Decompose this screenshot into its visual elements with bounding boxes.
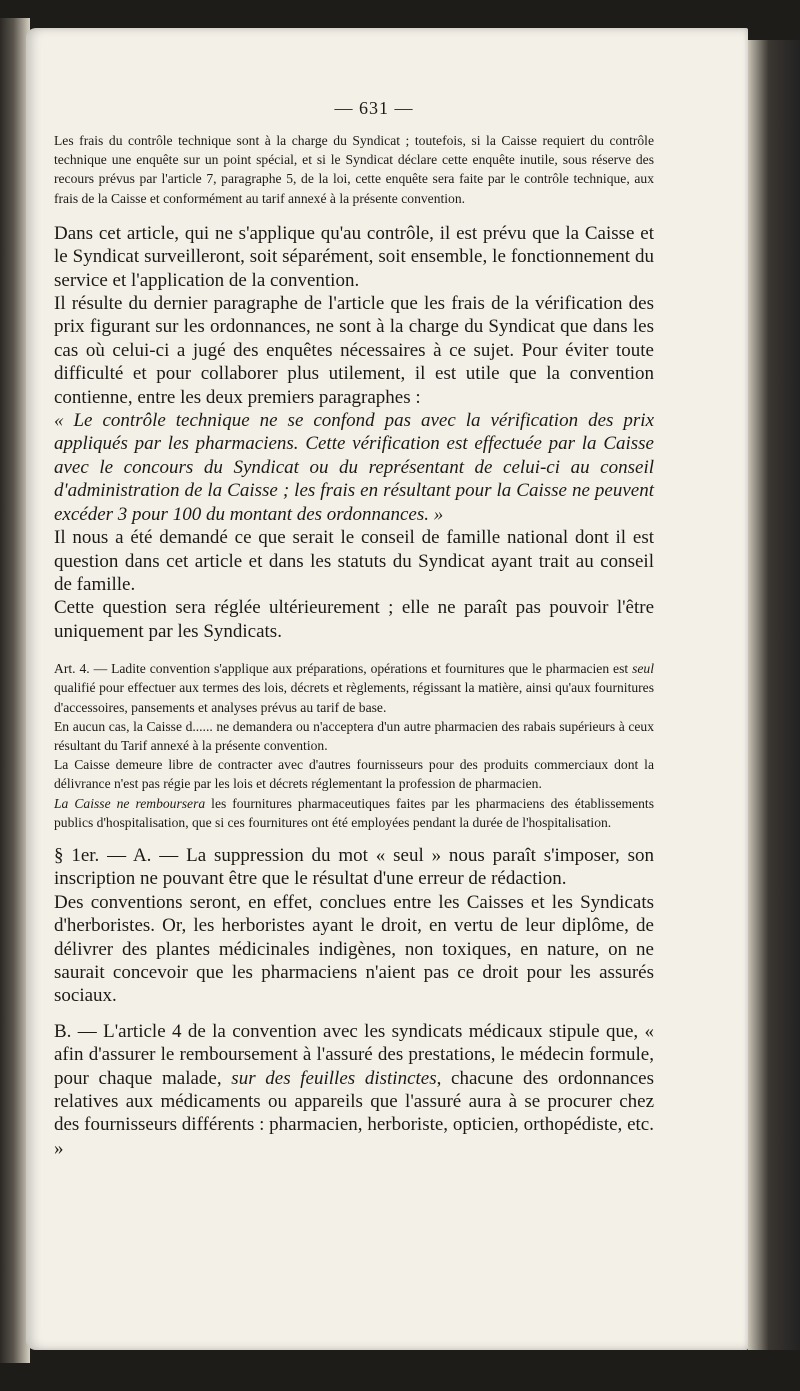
commentary-paragraph-2: Il résulte du dernier paragraphe de l'article que les frais de la vérification des prix figurant sur les ordonnances, ne sont à la charge du Syndicat que dans les cas où celui-ci a jugé des enquêtes nécessaires à ce sujet. Pour éviter toute difficulté et pour collaborer plus utilement, il est utile que la convention contienne, entre les deux premiers paragraphes :	[54, 293, 654, 408]
article-4-paragraph	[54, 659, 654, 717]
article-4-text-end: qualifié pour effectuer aux termes des lois, décrets et règlements, régissant la matière, ainsi qu'aux fournitures d'accessoires, pansements et analyses prévus au tarif de base.	[54, 680, 654, 715]
paragraph-7-start: B. — L'article 4 de la convention avec les syndicats médicaux stipule que, « afin d'assurer le remboursement à l'assuré des prestations, le médecin formule, pour chaque malade,	[54, 1020, 654, 1089]
article-4-paragraph-2: En aucun cas, la Caisse d...... ne demandera ou n'acceptera d'un autre pharmacien des rabais supérieurs à ceux résultant du Tarif annexé à la présente convention.	[54, 718, 654, 753]
quoted-article-paragraph: Les frais du contrôle technique sont à la charge du Syndicat ; toutefois, si la Caisse requiert du contrôle technique une enquête sur un point spécial, et si le Syndicat déclare cette enquête inutile, sous réserve des recours prévus par l'article 7, paragraphe 5, de la loi, cette enquête sera faite par le contrôle technique, aux frais de la Caisse et conformément au tarif annexé à la présente convention.	[54, 133, 654, 206]
commentary-paragraph-5: § 1er. — A. — La suppression du mot « seul » nous paraît s'imposer, son inscription ne pouvant être que le résultat d'une erreur de rédaction.	[54, 844, 654, 890]
article-4-label: Art. 4.	[54, 661, 90, 677]
article-4-text-start: — Ladite convention s'applique aux préparations, opérations et fournitures que le pharmacien est	[89, 661, 633, 677]
proposed-text-quote	[54, 409, 654, 526]
article-4-seul: seul	[632, 661, 654, 677]
article-4-paragraph-3: La Caisse demeure libre de contracter avec d'autres fournisseurs pour des produits commerciaux dont la délivrance n'est pas régie par les lois et décrets réglementant la profession de pharmacien.	[54, 757, 654, 792]
commentary-paragraph-3: Il nous a été demandé ce que serait le conseil de famille national dont il est question dans cet article et dans les statuts du Syndicat ayant trait au conseil de famille.	[54, 527, 654, 595]
scan-right-edge	[748, 40, 800, 1350]
article-4-p4-rest: les fournitures pharmaceutiques faites par les pharmaciens des établissements publics d'hospitalisation, que si ces fournitures ont été employées pendant la durée de l'hospitalisation.	[54, 795, 654, 830]
proposed-text-italic: « Le contrôle technique ne se confond pas avec la vérification des prix appliqués par les pharmaciens. Cette vérification est effectuée par la Caisse avec le concours du Syndicat ou du représentant de celui-ci au conseil d'administration de la Caisse ; les frais en résultant pour la Caisse ne peuvent excéder 3 pour 100 du montant des ordonnances. »	[54, 410, 654, 525]
commentary-paragraph-6: Des conventions seront, en effet, conclues entre les Caisses et les Syndicats d'herboristes. Or, les herboristes ayant le droit, en vertu de leur diplôme, de délivrer des plantes médicinales indigènes, non toxiques, en nature, on ne saurait concevoir que les pharmaciens n'aient pas ce droit pour les assurés sociaux.	[54, 891, 654, 1007]
page-number: — 631 —	[334, 98, 414, 118]
commentary-paragraph-4: Cette question sera réglée ultérieurement ; elle ne paraît pas pouvoir l'être uniquement par les Syndicats.	[54, 597, 654, 642]
article-4-p4-italic: La Caisse ne remboursera	[54, 795, 206, 811]
paragraph-7-end: , chacune des ordonnances relatives aux médicaments ou appareils que l'assuré aura à se procurer chez des fournisseurs différents : pharmacien, herboriste, opticien, orthopédiste, etc. »	[54, 1067, 654, 1159]
document-page	[26, 28, 748, 1350]
paragraph-7-italic: sur des feuilles distinctes	[231, 1067, 437, 1089]
commentary-paragraph-1: Dans cet article, qui ne s'applique qu'au contrôle, il est prévu que la Caisse et le Syndicat surveilleront, soit séparément, soit ensemble, le fonctionnement du service et l'application de la convention.	[54, 222, 654, 291]
page-content	[54, 98, 654, 1160]
article-4-paragraph-4	[54, 794, 654, 832]
commentary-paragraph-7	[54, 1020, 654, 1160]
